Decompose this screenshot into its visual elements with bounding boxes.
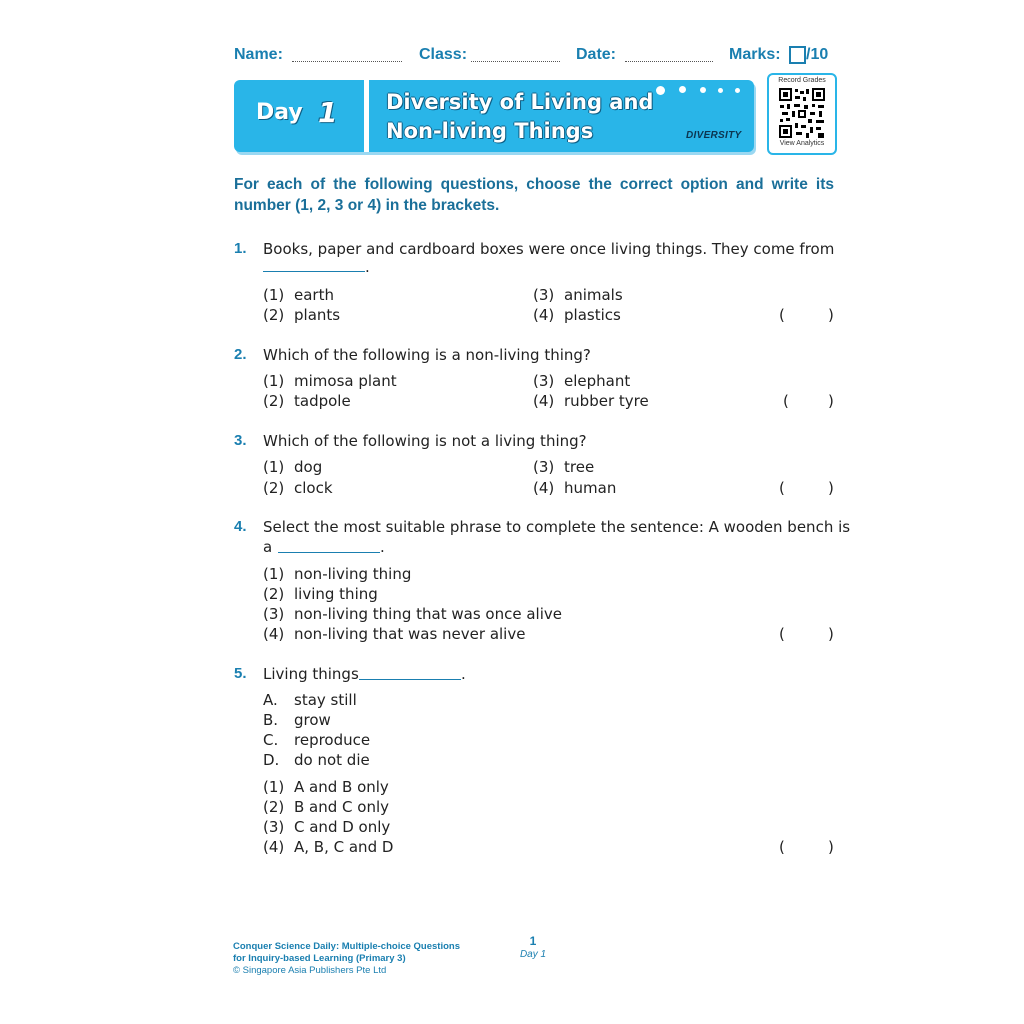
option-number: (2) — [263, 798, 285, 816]
option-text: rubber tyre — [564, 392, 649, 410]
option-number: (1) — [263, 778, 285, 796]
answer-bracket-open[interactable]: ( — [779, 306, 785, 324]
answer-bracket-open[interactable]: ( — [779, 838, 785, 856]
option-number: (2) — [263, 306, 285, 324]
class-label: Class: — [419, 46, 468, 63]
statement-letter: C. — [263, 731, 279, 749]
statement-letter: B. — [263, 711, 279, 729]
option-number: (3) — [533, 372, 555, 390]
option-text: animals — [564, 286, 623, 304]
option-text: earth — [294, 286, 334, 304]
statement-text: grow — [294, 711, 331, 729]
blank-period: . — [365, 258, 370, 276]
option-text: A, B, C and D — [294, 838, 394, 856]
question-text: Books, paper and cardboard boxes were once living things. They come from — [263, 240, 835, 258]
option-text: plastics — [564, 306, 621, 324]
decor-dot — [718, 88, 723, 93]
page-day-label: Day 1 — [519, 949, 547, 960]
option-number: (3) — [533, 458, 555, 476]
option-number: (4) — [263, 625, 285, 643]
question-text: Living things — [263, 665, 359, 683]
statement-text: do not die — [294, 751, 370, 769]
statement-letter: D. — [263, 751, 280, 769]
name-label: Name: — [234, 46, 283, 63]
question-number: 4. — [234, 518, 247, 535]
marks-label: Marks: — [729, 46, 781, 63]
statement-letter: A. — [263, 691, 278, 709]
answer-bracket-close[interactable]: ) — [828, 306, 834, 324]
question-text-continued: a — [263, 538, 273, 556]
option-text: living thing — [294, 585, 378, 603]
banner-divider — [364, 80, 369, 152]
question-number: 5. — [234, 665, 247, 682]
page-number: 1 — [529, 934, 537, 948]
option-number: (1) — [263, 286, 285, 304]
marks-box[interactable] — [789, 46, 806, 64]
option-number: (3) — [533, 286, 555, 304]
option-number: (2) — [263, 585, 285, 603]
option-text: clock — [294, 479, 333, 497]
footer-copyright: © Singapore Asia Publishers Pte Ltd — [233, 965, 387, 976]
option-text: tree — [564, 458, 595, 476]
day-label: Day — [256, 100, 303, 125]
option-number: (4) — [263, 838, 285, 856]
answer-bracket-close[interactable]: ) — [828, 392, 834, 410]
date-label: Date: — [576, 46, 617, 63]
date-field[interactable] — [625, 61, 713, 62]
option-number: (2) — [263, 479, 285, 497]
option-text: A and B only — [294, 778, 389, 796]
option-number: (2) — [263, 392, 285, 410]
question-text: Which of the following is not a living thing? — [263, 432, 587, 450]
answer-bracket-close[interactable]: ) — [828, 838, 834, 856]
footer-book-subtitle: for Inquiry-based Learning (Primary 3) — [233, 953, 406, 964]
option-text: tadpole — [294, 392, 351, 410]
option-text: dog — [294, 458, 323, 476]
decor-dot — [735, 88, 740, 93]
qr-caption-top: Record Grades — [778, 77, 826, 84]
topic-tag: DIVERSITY — [686, 130, 742, 141]
question-number: 3. — [234, 432, 247, 449]
statement-text: reproduce — [294, 731, 371, 749]
option-number: (1) — [263, 372, 285, 390]
answer-blank — [263, 271, 365, 272]
option-number: (4) — [533, 392, 555, 410]
option-text: plants — [294, 306, 341, 324]
option-number: (1) — [263, 458, 285, 476]
class-field[interactable] — [471, 61, 560, 62]
option-text: C and D only — [294, 818, 391, 836]
option-number: (1) — [263, 565, 285, 583]
option-number: (3) — [263, 818, 285, 836]
option-number: (4) — [533, 479, 555, 497]
lesson-title-line2: Non-living Things — [386, 119, 594, 143]
answer-blank — [278, 552, 380, 553]
blank-period: . — [461, 665, 466, 683]
qr-code-box[interactable] — [767, 73, 837, 155]
answer-bracket-open[interactable]: ( — [779, 479, 785, 497]
question-text: Select the most suitable phrase to complete the sentence: A wooden bench is — [263, 518, 851, 536]
decor-dot — [700, 87, 706, 93]
question-number: 2. — [234, 346, 247, 363]
name-field[interactable] — [292, 61, 402, 62]
decor-dot — [656, 86, 665, 95]
option-text: mimosa plant — [294, 372, 397, 390]
question-text: Which of the following is a non-living thing? — [263, 346, 591, 364]
lesson-title-line1: Diversity of Living and — [386, 90, 654, 114]
option-text: non-living thing that was once alive — [294, 605, 562, 623]
answer-bracket-close[interactable]: ) — [828, 479, 834, 497]
qr-caption-bottom: View Analytics — [779, 140, 825, 147]
question-number: 1. — [234, 240, 247, 257]
instructions: For each of the following questions, choose the correct option and write its number (1, 2, 3 or 4) in the brackets. — [234, 176, 834, 214]
option-text: non-living thing — [294, 565, 412, 583]
option-text: human — [564, 479, 617, 497]
statement-text: stay still — [294, 691, 357, 709]
option-text: non-living that was never alive — [294, 625, 526, 643]
answer-bracket-open[interactable]: ( — [779, 625, 785, 643]
qr-code-icon — [778, 87, 826, 139]
option-number: (4) — [533, 306, 555, 324]
decor-dot — [679, 86, 686, 93]
footer-book-title: Conquer Science Daily: Multiple-choice Questions — [233, 941, 460, 952]
option-text: B and C only — [294, 798, 390, 816]
marks-total: /10 — [806, 46, 829, 63]
answer-bracket-close[interactable]: ) — [828, 625, 834, 643]
answer-blank — [359, 679, 461, 680]
day-number: 1 — [318, 96, 338, 129]
answer-bracket-open[interactable]: ( — [783, 392, 789, 410]
option-number: (3) — [263, 605, 285, 623]
blank-period: . — [380, 538, 385, 556]
option-text: elephant — [564, 372, 631, 390]
